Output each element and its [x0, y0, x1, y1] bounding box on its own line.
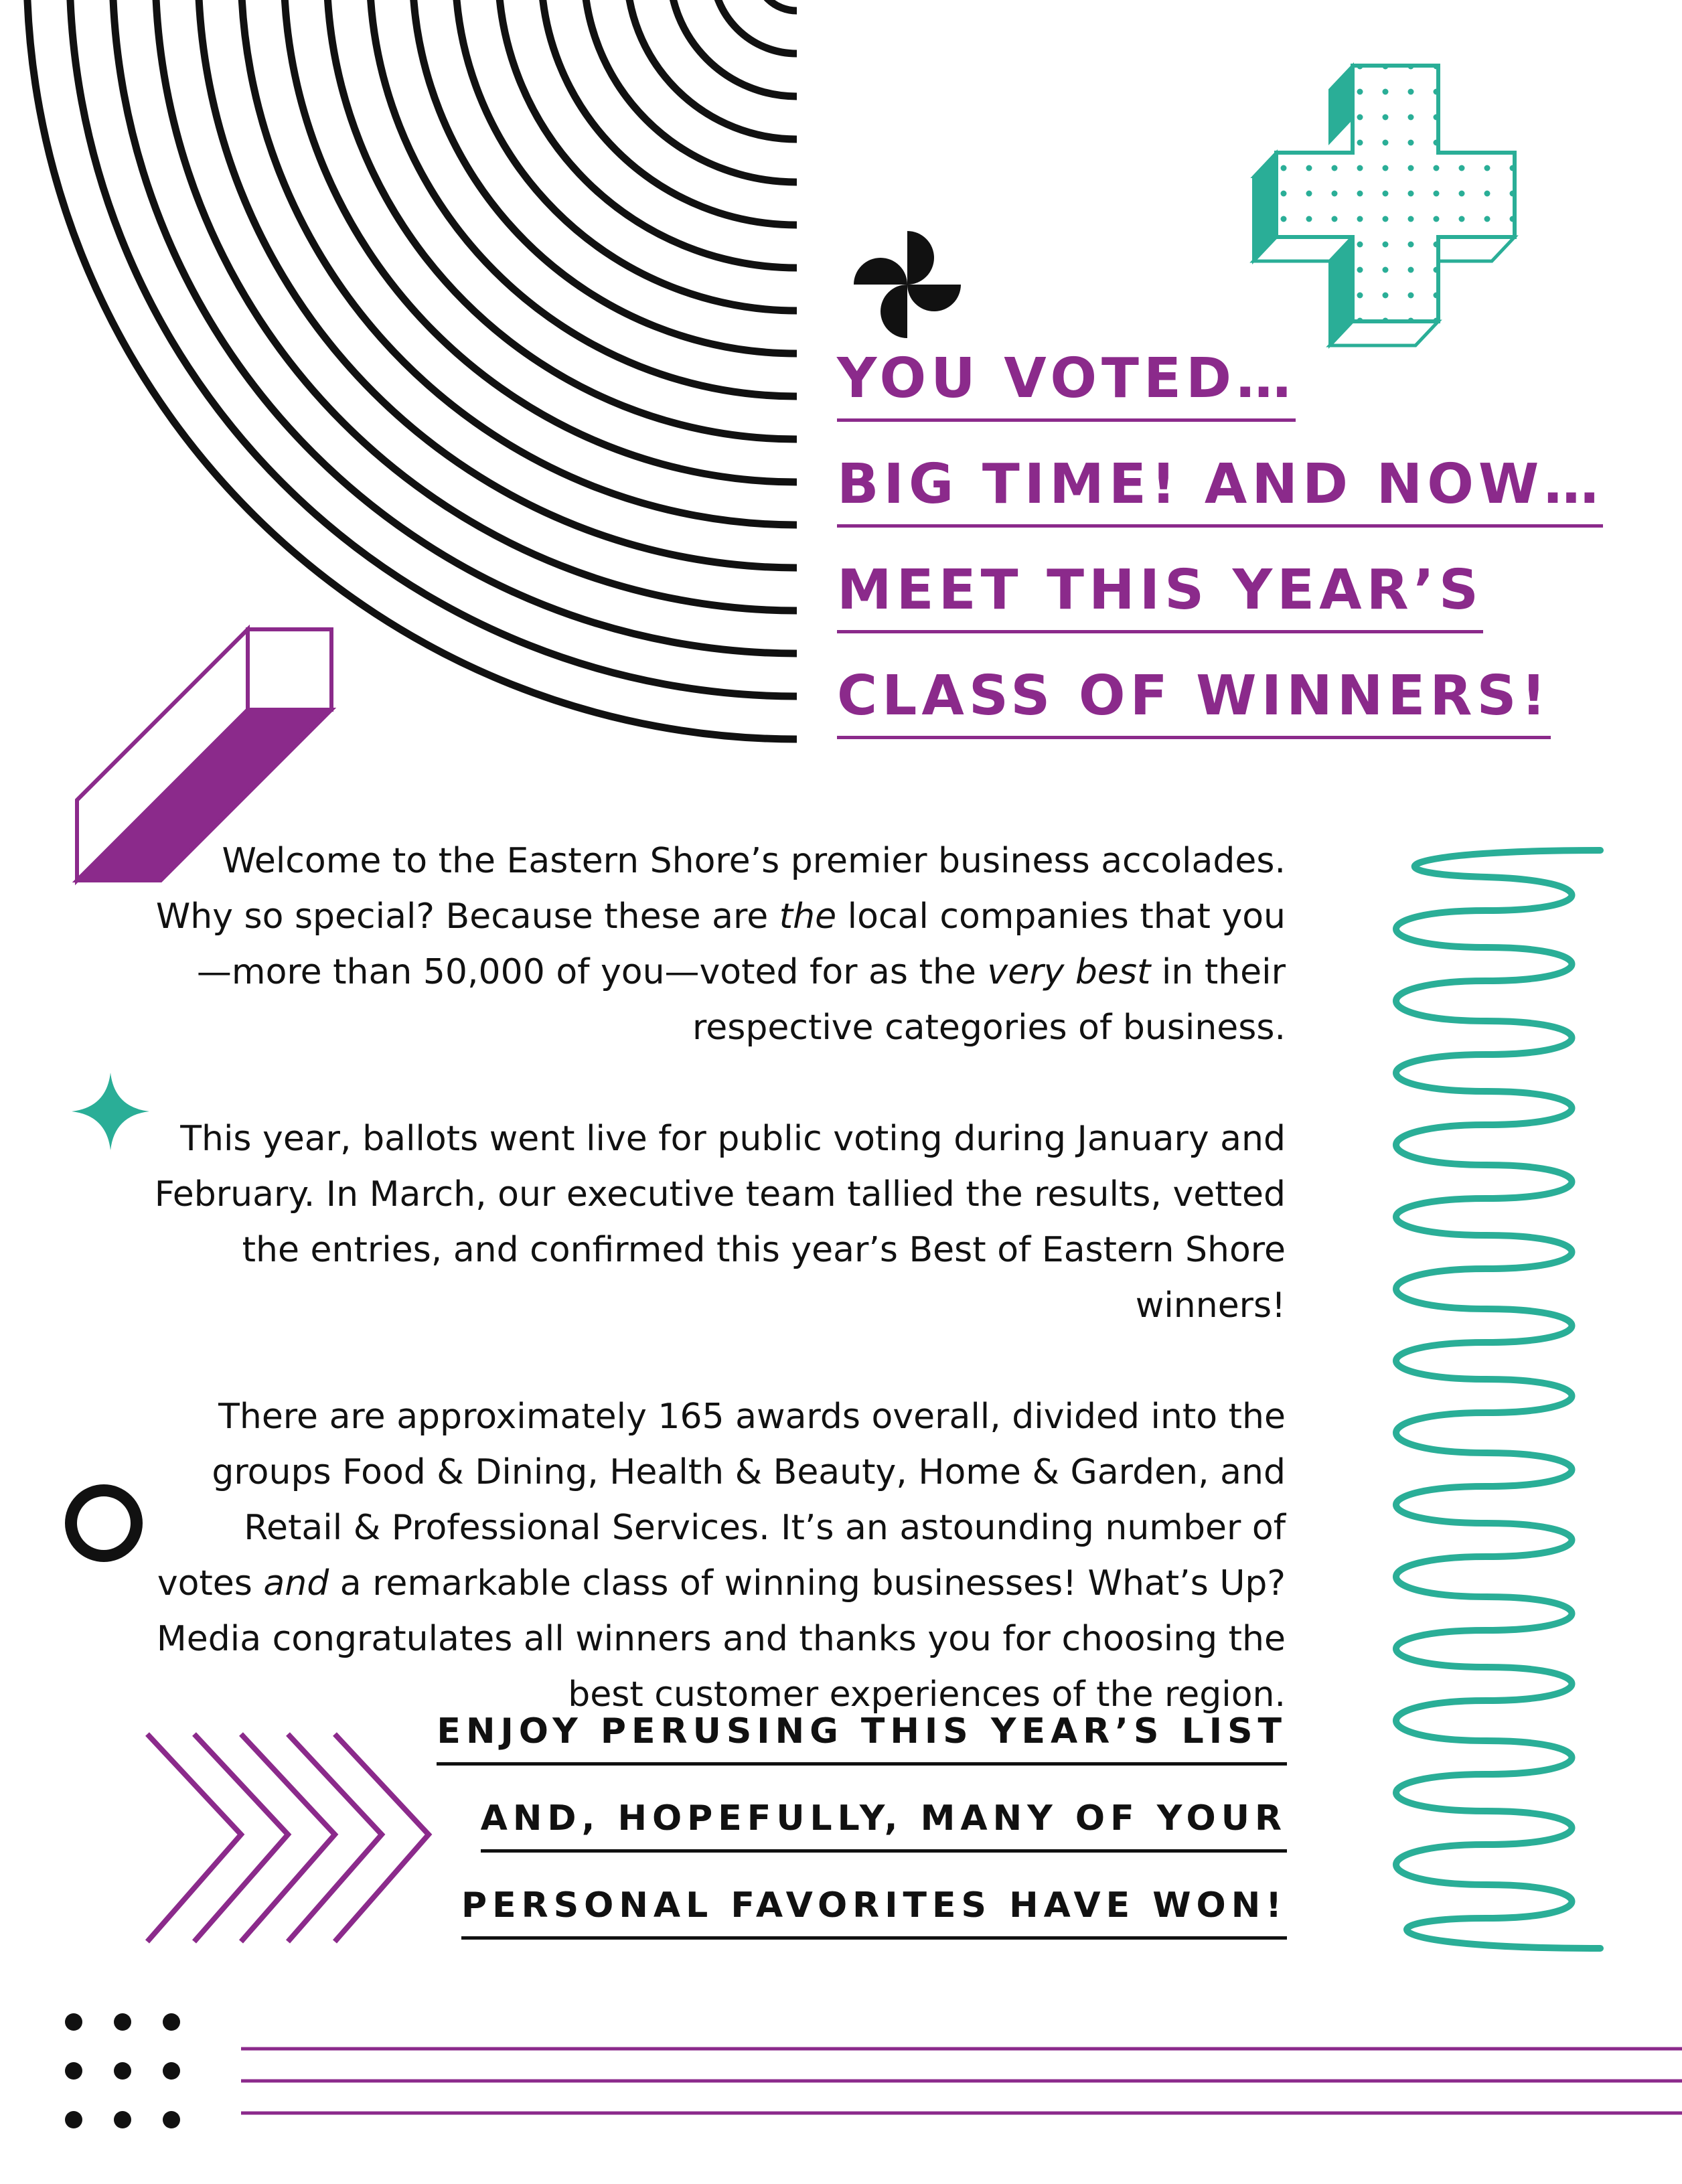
dot-grid-icon: [60, 2009, 194, 2142]
pinwheel-icon: [844, 221, 971, 348]
body-text: [154, 834, 1286, 1778]
paragraph-3: There are approximately 165 awards overall, divided into the groups Food & Dining, Health & Beauty, Home & Garden, and Retail & Professional Services. It’s an astounding number of votes and a remarkable class of winning businesses! What’s Up? Media congratulates all winners and thanks you for choosing the best customer experiences of the region.: [156, 1397, 1286, 1715]
bottom-lines-divider: [241, 2035, 1682, 2129]
closing-line-2: AND, HOPEFULLY, MANY OF YOUR: [481, 1801, 1287, 1853]
paragraph-1: Welcome to the Eastern Shore’s premier business accolades. Why so special? Because these are the local companies that you—more than 50,000 of you—voted for as the very best in their respective categories of business.: [155, 841, 1286, 1048]
closing-line-1: ENJOY PERUSING THIS YEAR’S LIST: [437, 1714, 1287, 1766]
headline-line-3: MEET THIS YEAR’S: [837, 563, 1483, 633]
closing-callout: [437, 1711, 1287, 1975]
headline-line-2: BIG TIME! AND NOW…: [837, 457, 1603, 528]
headline-line-4: CLASS OF WINNERS!: [837, 669, 1551, 739]
closing-line-3: PERSONAL FAVORITES HAVE WON!: [461, 1888, 1287, 1940]
paragraph-2: This year, ballots went live for public voting during January and February. In March, our executive team tallied the results, vetted the entries, and confirmed this year’s Best of Eastern Shore winners!: [154, 1119, 1286, 1326]
zigzag-spring-icon: [1353, 837, 1620, 1962]
headline: [837, 347, 1604, 775]
headline-line-1: YOU VOTED…: [837, 352, 1296, 422]
dotted-cross-icon: [1245, 54, 1553, 362]
sparkle-icon: [70, 1071, 151, 1152]
ring-icon: [60, 1480, 147, 1567]
